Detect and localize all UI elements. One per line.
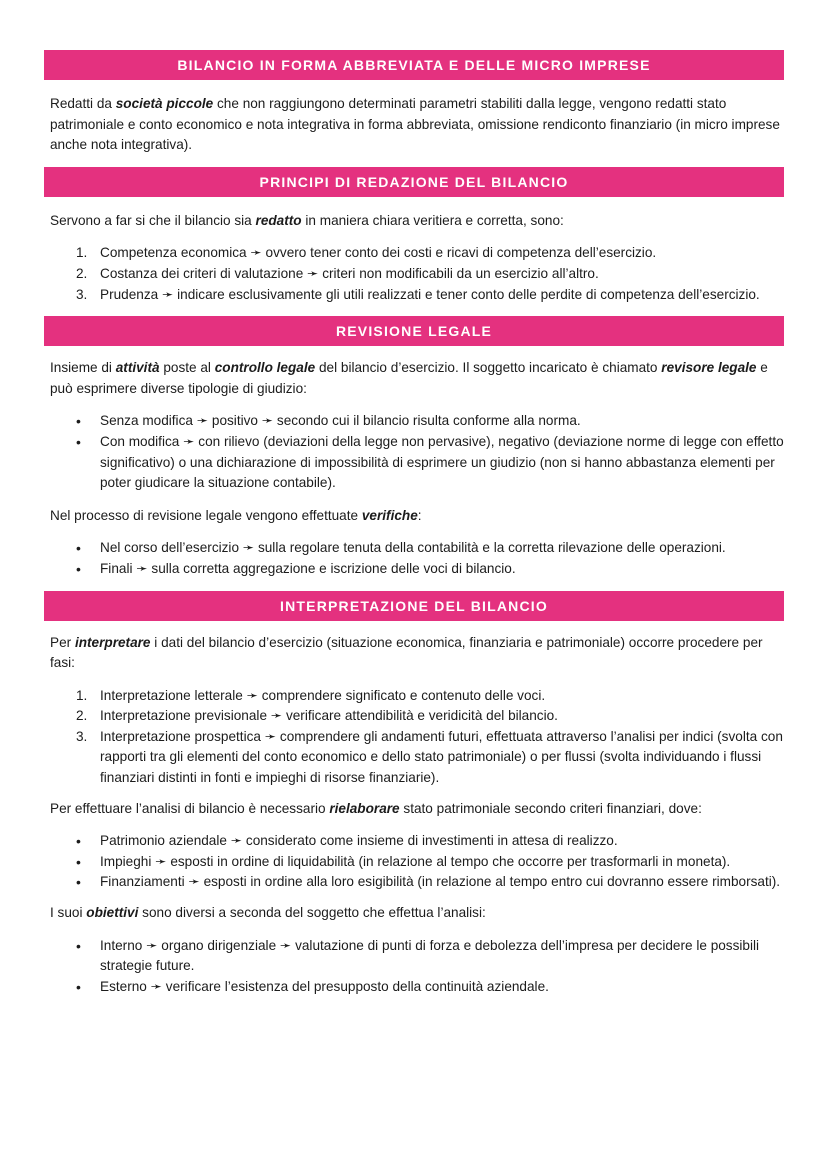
emphasis: revisore legale [661, 360, 757, 376]
list-item [44, 264, 784, 285]
text: : [417, 507, 422, 523]
list-item [44, 977, 784, 998]
emphasis: società piccole [115, 96, 214, 111]
list-item [44, 727, 784, 789]
text: e può esprimere diverse tipologie di giudizio: [50, 360, 768, 396]
numbered-list [44, 686, 784, 789]
section-header [44, 50, 784, 80]
list-number: 3. [76, 286, 88, 302]
section-header [44, 591, 784, 621]
bullet-icon: • [76, 433, 81, 450]
list-text: Senza modifica ➛ positivo ➛ secondo cui il bilancio risulta conforme alla norma. [100, 413, 581, 429]
list-text: Interpretazione prospettica ➛ comprendere gli andamenti futuri, effettuata attraverso l’analisi per indici (svolta con rapporti tra gli elementi del conto economico e dello stato patrimoniale) o per flussi (svolta individuando i flussi finanziari distinti in fonti e impieghi di risorse finanziarie). [100, 728, 783, 786]
section-header [44, 167, 784, 197]
text: del bilancio d’esercizio. Il soggetto incaricato è chiamato [315, 360, 662, 376]
section-title: PRINCIPI DI REDAZIONE DEL BILANCIO [259, 173, 569, 190]
list-text: Con modifica ➛ con rilievo (deviazioni della legge non pervasive), negativo (deviazione norme di legge con effetto significativo) o una dichiarazione di impossibilità di esprimere un giudizio (non si hanno abbastanza elementi per poter giudicare la situazione contabile). [100, 433, 784, 491]
document-page [44, 50, 784, 997]
list-text: Interpretazione letterale ➛ comprendere significato e contenuto delle voci. [100, 687, 546, 703]
list-text: Impieghi ➛ esposti in ordine di liquidabilità (in relazione al tempo che occorre per trasformarli in moneta). [100, 853, 731, 869]
list-text: Finali ➛ sulla corretta aggregazione e iscrizione delle voci di bilancio. [100, 560, 516, 576]
paragraph [44, 633, 784, 674]
paragraph [44, 903, 784, 924]
text: Insieme di [50, 360, 116, 376]
emphasis: interpretare [74, 634, 151, 650]
bullet-icon: • [76, 937, 81, 954]
emphasis: rielaborare [329, 800, 400, 816]
text: I suoi [50, 905, 87, 921]
bullet-list [44, 831, 784, 893]
list-text: Nel corso dell’esercizio ➛ sulla regolare tenuta della contabilità e la corretta rilevazione delle operazioni. [100, 540, 726, 556]
paragraph [44, 506, 784, 527]
list-text: Interpretazione previsionale ➛ verificare attendibilità e veridicità del bilancio. [100, 708, 558, 724]
list-item [44, 285, 784, 306]
bullet-list [44, 538, 784, 579]
text: che non raggiungono determinati parametri stabiliti dalla legge, vengono redatti stato patrimoniale e conto economico e nota integrativa in forma abbreviata, omissione rendiconto finanziario (in micro imprese anche nota integrativa). [50, 96, 780, 153]
list-text: Interno ➛ organo dirigenziale ➛ valutazione di punti di forza e debolezza dell’impresa per decidere le possibili strategie future. [100, 937, 760, 974]
list-item [44, 432, 784, 494]
bullet-icon: • [76, 540, 81, 557]
text: poste al [159, 360, 215, 376]
list-item [44, 243, 784, 264]
list-item [44, 872, 784, 893]
numbered-list [44, 243, 784, 305]
section-title: INTERPRETAZIONE DEL BILANCIO [280, 597, 548, 614]
text: Redatti da [50, 96, 116, 111]
paragraph [44, 358, 784, 399]
bullet-icon: • [76, 560, 81, 577]
text: stato patrimoniale secondo criteri finanziari, dove: [399, 800, 702, 816]
list-item [44, 411, 784, 432]
list-item [44, 936, 784, 977]
emphasis: verifiche [361, 507, 418, 523]
text: Per [50, 634, 75, 650]
bullet-icon: • [76, 833, 81, 850]
section-title: BILANCIO IN FORMA ABBREVIATA E DELLE MICRO IMPRESE [177, 57, 651, 73]
paragraph [44, 799, 784, 820]
emphasis: attività [115, 360, 160, 376]
bullet-icon: • [76, 853, 81, 870]
list-number: 3. [76, 728, 88, 744]
list-text: Finanziamenti ➛ esposti in ordine alla loro esigibilità (in relazione al tempo entro cui dovranno essere rimborsati). [100, 874, 781, 890]
bullet-icon: • [76, 978, 81, 995]
text: Servono a far si che il bilancio sia [50, 212, 256, 228]
list-item [44, 686, 784, 707]
list-item [44, 852, 784, 873]
bullet-icon: • [76, 413, 81, 430]
bullet-list [44, 936, 784, 998]
text: i dati del bilancio d’esercizio (situazione economica, finanziaria e patrimoniale) occorre procedere per fasi: [50, 634, 763, 671]
list-number: 1. [76, 245, 88, 261]
bullet-list [44, 411, 784, 493]
list-item [44, 538, 784, 559]
text: Per effettuare l’analisi di bilancio è necessario [50, 800, 330, 816]
emphasis: controllo legale [214, 360, 316, 376]
list-text: Prudenza ➛ indicare esclusivamente gli utili realizzati e tener conto delle perdite di competenza dell’esercizio. [100, 286, 760, 302]
list-text: Competenza economica ➛ ovvero tener conto dei costi e ricavi di competenza dell’esercizio. [100, 245, 657, 261]
bullet-icon: • [76, 874, 81, 891]
list-item [44, 831, 784, 852]
list-item [44, 706, 784, 727]
list-item [44, 559, 784, 580]
list-number: 2. [76, 265, 88, 281]
list-number: 2. [76, 708, 88, 724]
list-text: Esterno ➛ verificare l’esistenza del presupposto della continuità aziendale. [100, 978, 549, 994]
paragraph [44, 94, 784, 156]
text: in maniera chiara veritiera e corretta, sono: [301, 212, 564, 228]
list-text: Patrimonio aziendale ➛ considerato come insieme di investimenti in attesa di realizzo. [100, 833, 618, 849]
section-title: REVISIONE LEGALE [335, 323, 493, 340]
emphasis: redatto [255, 212, 302, 228]
list-number: 1. [76, 687, 88, 703]
emphasis: obiettivi [86, 905, 139, 921]
list-text: Costanza dei criteri di valutazione ➛ criteri non modificabili da un esercizio all’altro. [100, 265, 599, 281]
section-header [44, 316, 784, 346]
text: Nel processo di revisione legale vengono effettuate [50, 507, 362, 523]
text: sono diversi a seconda del soggetto che effettua l’analisi: [138, 905, 486, 921]
paragraph [44, 211, 784, 232]
